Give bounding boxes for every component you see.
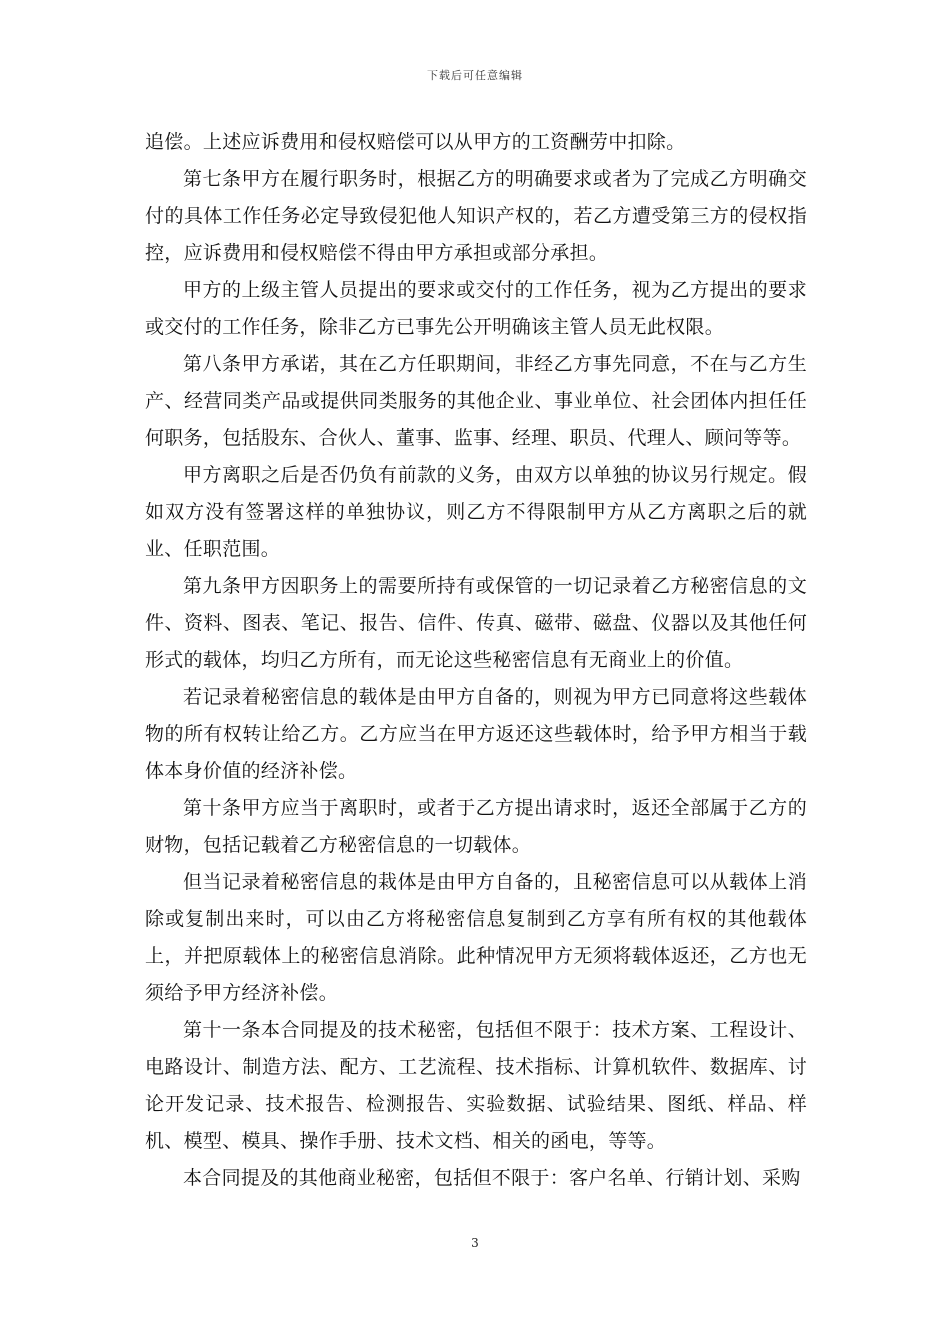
paragraph-article-9: 第九条甲方因职务上的需要所持有或保管的一切记录着乙方秘密信息的文件、资料、图表、笔记、报告、信件、传真、磁带、磁盘、仪器以及其他任何形式的载体，均归乙方所有，而无论这些秘密信息有无商业上的价值。	[145, 575, 807, 671]
paragraph-article-9-supplement: 若记录着秘密信息的载体是由甲方自备的，则视为甲方已同意将这些载体物的所有权转让给乙方。乙方应当在甲方返还这些载体时，给予甲方相当于载体本身价值的经济补偿。	[145, 686, 807, 782]
paragraph-article-8: 第八条甲方承诺，其在乙方任职期间，非经乙方事先同意，不在与乙方生产、经营同类产品或提供同类服务的其他企业、事业单位、社会团体内担任任何职务，包括股东、合伙人、董事、监事、经理、职员、代理人、顾问等等。	[145, 353, 807, 449]
document-body	[145, 124, 807, 1197]
page-number: 3	[471, 1236, 479, 1250]
page-header: 下载后可任意编辑	[427, 69, 523, 82]
paragraph-article-11: 第十一条本合同提及的技术秘密，包括但不限于：技术方案、工程设计、电路设计、制造方法、配方、工艺流程、技术指标、计算机软件、数据库、讨论开发记录、技术报告、检测报告、实验数据、试验结果、图纸、样品、样机、模型、模具、操作手册、技术文档、相关的函电，等等。	[145, 1019, 807, 1152]
paragraph-article-10-supplement: 但当记录着秘密信息的栽体是由甲方自备的，且秘密信息可以从载体上消除或复制出来时，可以由乙方将秘密信息复制到乙方享有所有权的其他载体上，并把原载体上的秘密信息消除。此种情况甲方无须将载体返还，乙方也无须给予甲方经济补偿。	[145, 871, 807, 1004]
paragraph-article-10: 第十条甲方应当于离职时，或者于乙方提出请求时，返还全部属于乙方的财物，包括记载着乙方秘密信息的一切载体。	[145, 797, 807, 856]
paragraph-article-11-supplement: 本合同提及的其他商业秘密，包括但不限于：客户名单、行销计划、采购	[183, 1167, 801, 1189]
paragraph-article-7-supplement: 甲方的上级主管人员提出的要求或交付的工作任务，视为乙方提出的要求或交付的工作任务，除非乙方已事先公开明确该主管人员无此权限。	[145, 279, 807, 338]
paragraph-article-7: 第七条甲方在履行职务时，根据乙方的明确要求或者为了完成乙方明确交付的具体工作任务必定导致侵犯他人知识产权的，若乙方遭受第三方的侵权指控，应诉费用和侵权赔偿不得由甲方承担或部分承担。	[145, 168, 807, 264]
paragraph-continuation: 追偿。上述应诉费用和侵权赔偿可以从甲方的工资酬劳中扣除。	[145, 131, 686, 153]
paragraph-article-8-supplement: 甲方离职之后是否仍负有前款的义务，由双方以单独的协议另行规定。假如双方没有签署这样的单独协议，则乙方不得限制甲方从乙方离职之后的就业、任职范围。	[145, 464, 807, 560]
